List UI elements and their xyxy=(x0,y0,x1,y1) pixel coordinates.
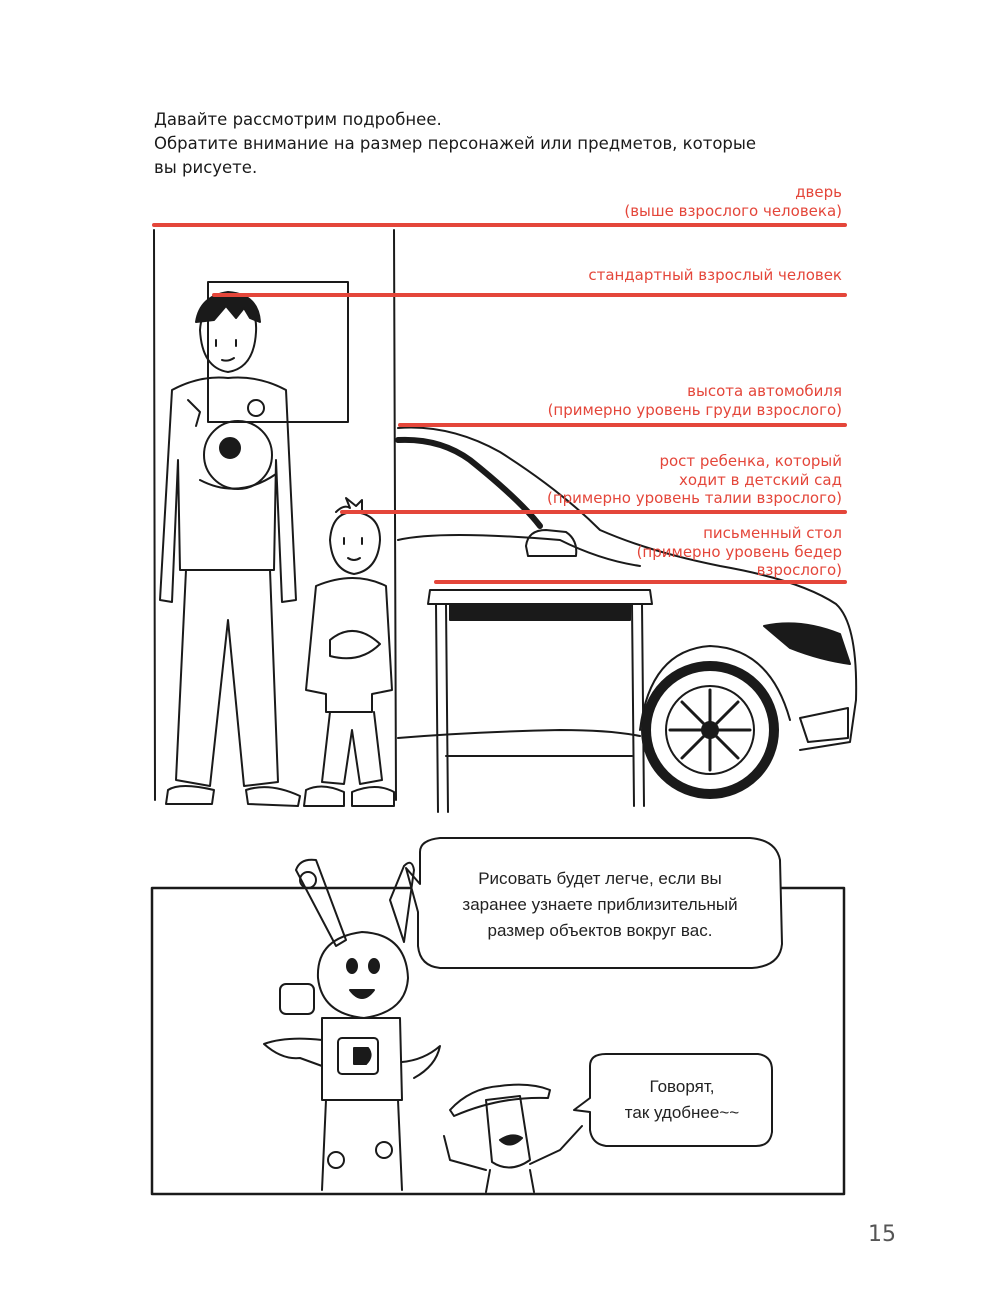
child-label-line-3: (примерно уровень талии взрослого) xyxy=(546,489,842,507)
desk-label xyxy=(637,524,842,580)
intro-line-2: Обратите внимание на размер персонажей или предметов, которые xyxy=(154,134,757,153)
speech-large-line-3: размер объектов вокруг вас. xyxy=(487,921,713,940)
intro-line-3: вы рисуете. xyxy=(154,158,258,177)
door-label-line-1: дверь xyxy=(795,183,842,201)
child-label-line-2: ходит в детский сад xyxy=(678,470,842,489)
door-label-line-2: (выше взрослого человека) xyxy=(624,201,842,220)
child-label xyxy=(547,452,842,508)
speech-small-line-2: так удобнее~~ xyxy=(624,1103,740,1122)
speech-bubble-large-text xyxy=(422,866,778,944)
child-figure xyxy=(304,498,394,806)
speech-large-line-2: заранее узнаете приблизительный xyxy=(462,895,738,914)
adult-label-line-1: стандартный взрослый человек xyxy=(588,266,842,284)
car-label-line-1: высота автомобиля xyxy=(687,382,842,400)
desk xyxy=(428,590,652,812)
door-label xyxy=(624,183,842,220)
desk-label-line-3: взрослого) xyxy=(756,561,842,579)
speech-small-line-1: Говорят, xyxy=(649,1077,715,1096)
adult-label xyxy=(588,266,842,285)
speech-bubble-small-text xyxy=(594,1074,770,1126)
hammer-robot-character xyxy=(444,1085,582,1192)
page-number: 15 xyxy=(868,1222,896,1247)
car-label xyxy=(548,382,842,419)
intro-line-1: Давайте рассмотрим подробнее. xyxy=(154,110,442,129)
car-label-line-2: (примерно уровень груди взрослого) xyxy=(547,400,842,419)
child-label-line-1: рост ребенка, который xyxy=(659,452,842,470)
desk-label-line-1: письменный стол xyxy=(703,524,842,542)
rabbit-robot-character xyxy=(264,860,440,1190)
speech-large-line-1: Рисовать будет легче, если вы xyxy=(478,869,722,888)
desk-label-line-2: (примерно уровень бедер xyxy=(636,542,842,561)
adult-figure xyxy=(160,292,300,806)
